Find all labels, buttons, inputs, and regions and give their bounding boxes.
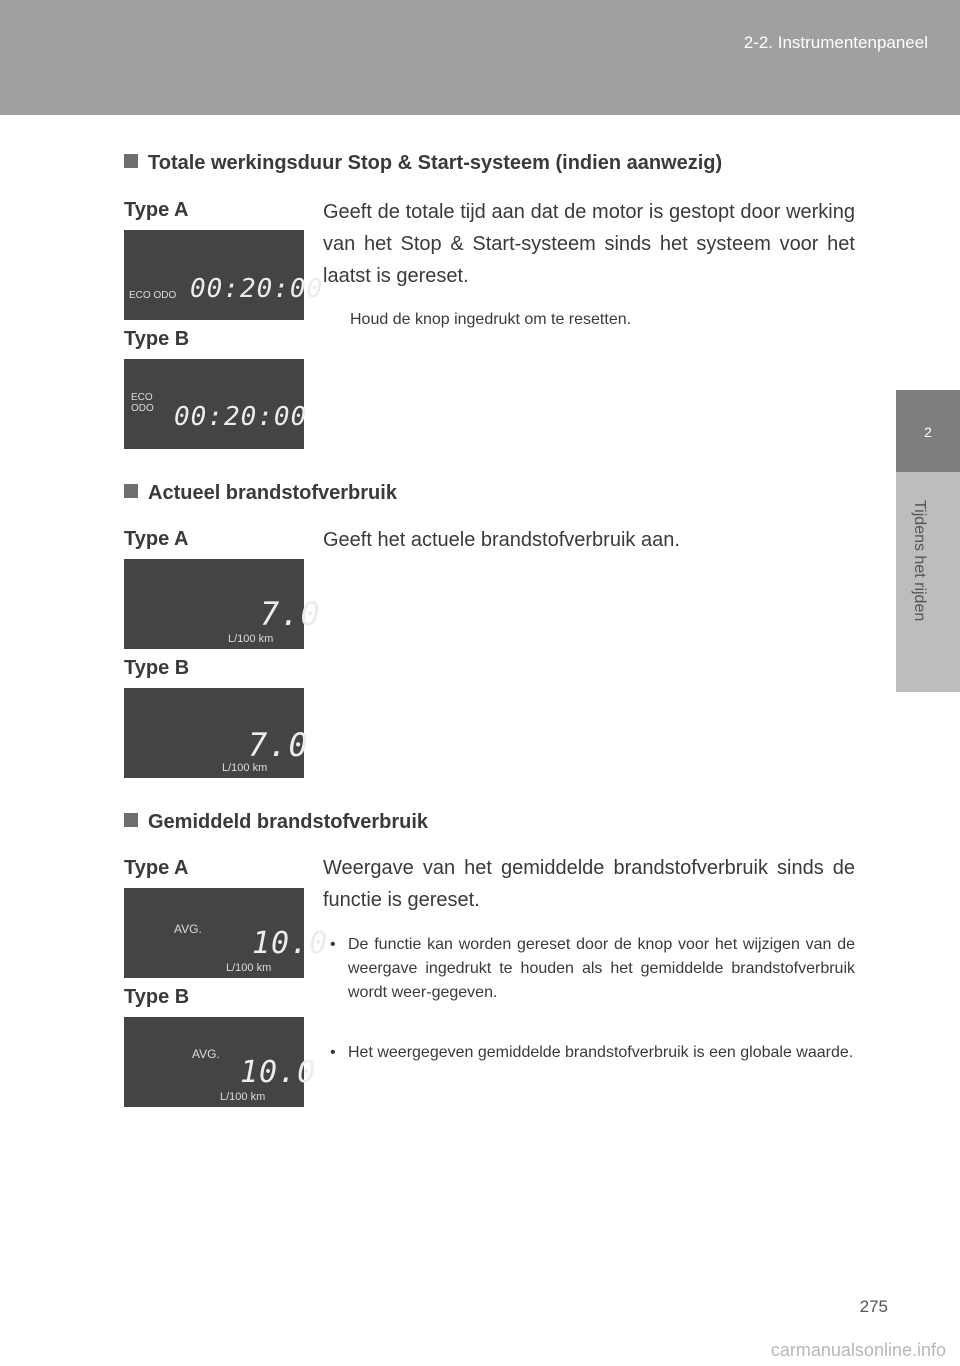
- header-title: 2-2. Instrumentenpaneel: [743, 33, 928, 52]
- page-number: 275: [859, 1297, 888, 1316]
- type-a-label: Type A: [124, 199, 189, 221]
- chapter-number: 2: [924, 424, 932, 440]
- section-heading-stop-start: Totale werkingsduur Stop & Start-systeem (indien aanwezig): [124, 152, 722, 175]
- avg-label: AVG.: [192, 1047, 220, 1061]
- type-b-label: Type B: [124, 986, 190, 1008]
- type-b-label: Type B: [124, 328, 190, 350]
- fuel-unit: L/100 km: [228, 633, 274, 645]
- fuel-unit: L/100 km: [226, 962, 272, 974]
- average-fuel-value: 10.0: [240, 1055, 317, 1090]
- section-heading-current-fuel: Actueel brandstofverbruik: [124, 482, 397, 505]
- bullet-dot-icon: •: [330, 936, 336, 953]
- display-panel-current-fuel-a: [124, 559, 321, 649]
- display-panel-current-fuel-b: [124, 688, 309, 778]
- chapter-tab-number: [896, 390, 960, 472]
- type-a-label: Type A: [124, 528, 189, 550]
- chapter-label: Tijdens het rijden: [911, 500, 928, 622]
- list-item: • Het weergegeven gemiddelde brandstofverbruik is een globale waarde.: [330, 1041, 855, 1065]
- current-fuel-value: 7.0: [260, 595, 321, 633]
- eco-odo-value: 00:20:00: [190, 274, 324, 304]
- type-a-label: Type A: [124, 857, 189, 879]
- type-b-label: Type B: [124, 657, 190, 679]
- eco-odo-label: ECO ODO: [129, 290, 177, 301]
- square-bullet-icon: [124, 154, 138, 168]
- section-description: Geeft de totale tijd aan dat de motor is gestopt door werking van het Stop & Start-systeem sinds het systeem voor het laatst is gereset.: [323, 201, 855, 287]
- display-panel-average-fuel-a: [124, 888, 329, 978]
- eco-odo-label: ECO ODO: [131, 392, 154, 414]
- watermark: carmanualsonline.info: [770, 1340, 946, 1360]
- section-heading-average-fuel: Gemiddeld brandstofverbruik: [124, 811, 428, 834]
- bullet-dot-icon: •: [330, 1044, 336, 1061]
- page-header: [0, 0, 960, 115]
- fuel-unit: L/100 km: [220, 1091, 266, 1103]
- list-item: • De functie kan worden gereset door de knop voor het wijzigen van de weergave ingedrukt te houden als het gemiddelde brandstofverbruik wordt weer-gegeven.: [330, 933, 855, 1005]
- square-bullet-icon: [124, 813, 138, 827]
- eco-odo-value: 00:20:00: [174, 402, 308, 432]
- chapter-tab-label: [896, 472, 960, 692]
- avg-label: AVG.: [174, 922, 202, 936]
- average-fuel-value: 10.0: [252, 926, 329, 961]
- section-description: Weergave van het gemiddelde brandstofverbruik sinds de functie is gereset.: [323, 857, 855, 911]
- display-panel-average-fuel-b: [124, 1017, 317, 1107]
- fuel-unit: L/100 km: [222, 762, 268, 774]
- square-bullet-icon: [124, 484, 138, 498]
- display-panel-eco-odo-a: [124, 230, 324, 320]
- current-fuel-value: 7.0: [248, 726, 309, 764]
- section-description: Geeft het actuele brandstofverbruik aan.: [323, 529, 680, 551]
- reset-note: Houd de knop ingedrukt om te resetten.: [350, 311, 632, 328]
- display-panel-eco-odo-b: [124, 359, 308, 449]
